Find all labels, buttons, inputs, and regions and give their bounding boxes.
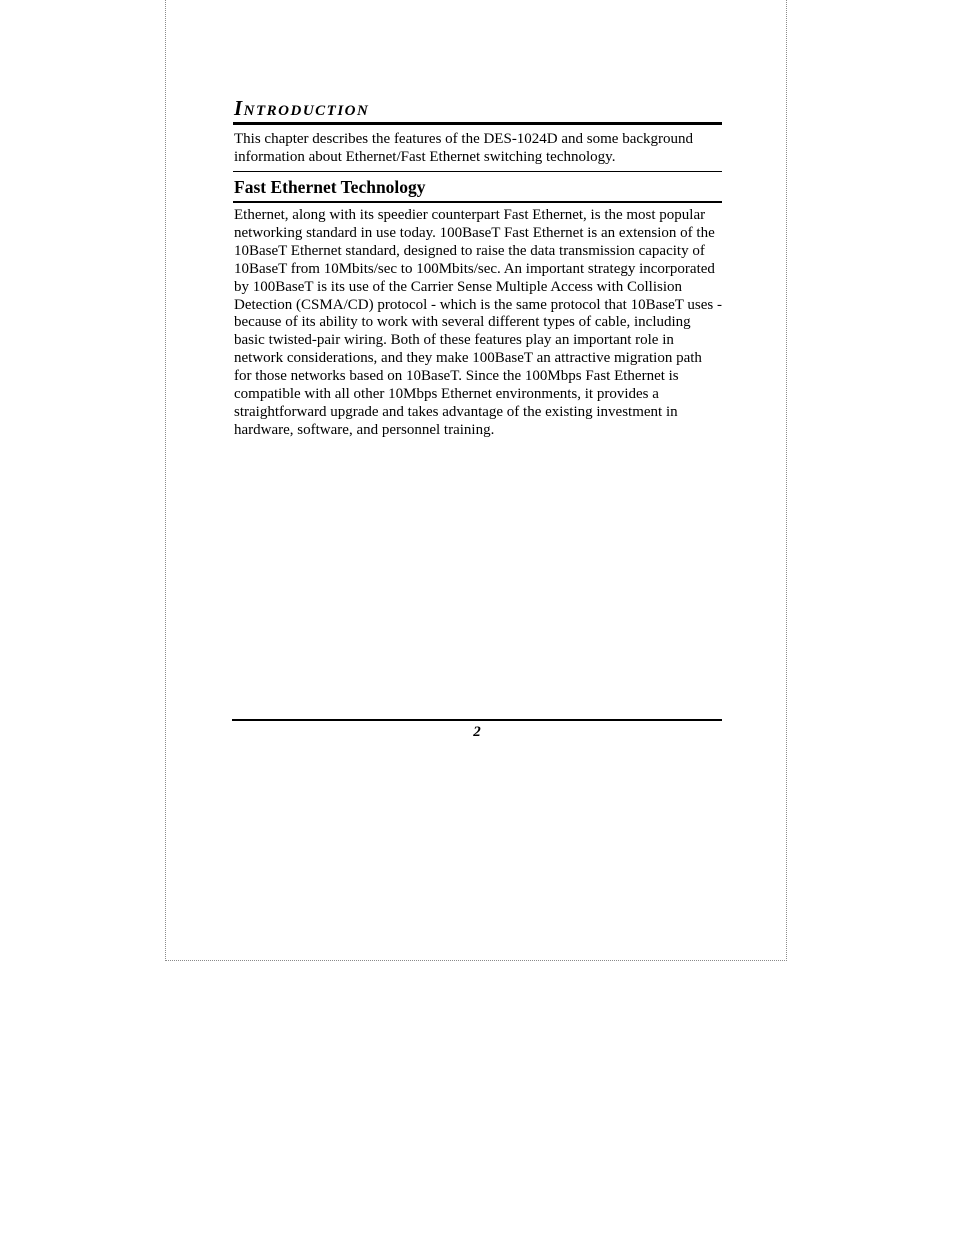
section-body-paragraph: Ethernet, along with its speedier counterpart Fast Ethernet, is the most popular networking standard in use today. 100BaseT Fast Ethernet is an extension of the 10BaseT Ethernet standard, designed to raise the data transmission capacity of 10BaseT from 10Mbits/sec to 100Mbits/sec. An important strategy incorporated by 100BaseT is its use of the Carrier Sense Multiple Access with Collision Detection (CSMA/CD) protocol - which is the same protocol that 10BaseT uses - because of its ability to work with several different types of cable, including basic twisted-pair wiring. Both of these features play an important role in network considerations, and they make 100BaseT an attractive migration path for those networks based on 10BaseT. Since the 100Mbps Fast Ethernet is compatible with all other 10Mbps Ethernet environments, it provides a straightforward upgrade and takes advantage of the existing investment in hardware, software, and personnel training. <box>234 207 722 438</box>
footer-rule <box>232 719 722 721</box>
chapter-title: Introduction <box>233 96 722 125</box>
section-heading: Fast Ethernet Technology <box>233 172 722 203</box>
page-number: 2 <box>473 724 481 740</box>
page-content <box>233 96 722 440</box>
chapter-intro-paragraph: This chapter describes the features of the DES-1024D and some background information about Ethernet/Fast Ethernet switching technology. <box>233 125 722 172</box>
